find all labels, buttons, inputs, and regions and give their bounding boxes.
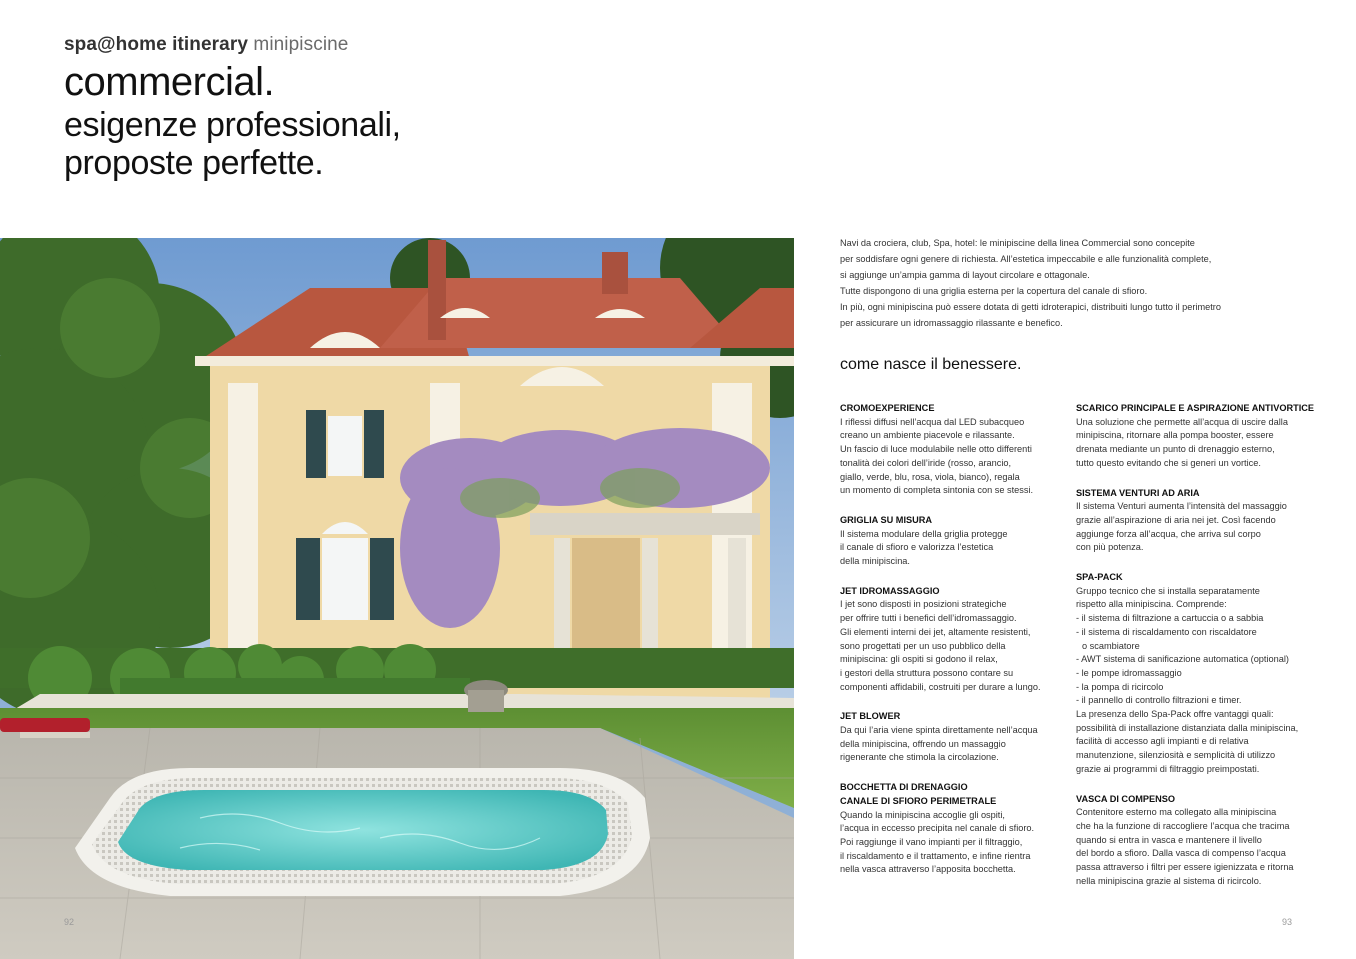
feature-scarico [1076, 402, 1315, 471]
feature-text: il canale di sfioro e valorizza l’estetica [840, 542, 994, 553]
feature-spa-pack [1076, 571, 1306, 777]
feature-text: o scambiatore [1082, 640, 1140, 651]
feature-text: manutenzione, silenziosità e semplicità di utilizzo [1076, 750, 1276, 761]
intro-line: Navi da crociera, club, Spa, hotel: le minipiscine della linea Commercial sono concepite [840, 238, 1195, 248]
feature-text: facilità di accesso agli impianti e di relativa [1076, 736, 1249, 747]
feature-text: Il sistema modulare della griglia protegge [840, 528, 1008, 539]
feature-text: minipiscina: gli ospiti si godono il relax, [840, 654, 998, 665]
feature-text: I riflessi diffusi nell’acqua dal LED subacqueo [840, 416, 1025, 427]
feature-jet-blower [840, 710, 1070, 765]
feature-text: Una soluzione che permette all’acqua di uscire dalla [1076, 416, 1288, 427]
intro-line: Tutte dispongono di una griglia esterna per la copertura del canale di sfioro. [840, 286, 1148, 297]
features-column-left [840, 402, 1070, 893]
feature-text: - AWT sistema di sanificazione automatica (optional) [1076, 654, 1289, 665]
subtitle-line-1: esigenze professionali, [64, 106, 401, 144]
feature-text: il riscaldamento e il trattamento, e infine rientra [840, 850, 1031, 861]
intro-line: per assicurare un idromassaggio rilassante e benefico. [840, 318, 1063, 329]
feature-title: SISTEMA VENTURI AD ARIA [1076, 487, 1200, 498]
feature-text: - il sistema di filtrazione a cartuccia o a sabbia [1076, 613, 1264, 624]
feature-text: rigenerante che stimola la circolazione. [840, 752, 999, 763]
feature-text: I jet sono disposti in posizioni strategiche [840, 599, 1007, 610]
feature-cromoexperience [840, 402, 1070, 498]
feature-jet-idromassaggio [840, 585, 1070, 695]
feature-text: Poi raggiunge il vano impianti per il filtraggio, [840, 836, 1023, 847]
feature-title: JET BLOWER [840, 711, 901, 722]
intro-line: per soddisfare ogni genere di richiesta. All’estetica impeccabile e alle funzionalità complete, [840, 254, 1212, 265]
feature-text: Gli elementi interni dei jet, altamente resistenti, [840, 626, 1031, 637]
feature-text: quando si entra in vasca e mantenere il livello [1076, 834, 1262, 845]
feature-text: La presenza dello Spa-Pack offre vantaggi quali: [1076, 709, 1274, 720]
feature-text: Il sistema Venturi aumenta l’intensità del massaggio [1076, 501, 1287, 512]
feature-title-secondary: CANALE DI SFIORO PERIMETRALE [840, 795, 997, 806]
feature-text: del bordo a sfioro. Dalla vasca di compenso l’acqua [1076, 848, 1286, 859]
feature-text: della minipiscina, offrendo un massaggio [840, 738, 1006, 749]
feature-text: - le pompe idromassaggio [1076, 667, 1182, 678]
feature-text: rispetto alla minipiscina. Comprende: [1076, 599, 1227, 610]
feature-text: drenata mediante un punto di drenaggio esterno, [1076, 444, 1275, 455]
feature-title: VASCA DI COMPENSO [1076, 793, 1176, 804]
feature-text: l’acqua in eccesso precipita nel canale di sfioro. [840, 823, 1035, 834]
kicker-brand: spa@home itinerary [64, 34, 248, 55]
feature-title: SCARICO PRINCIPALE E ASPIRAZIONE ANTIVORTICE [1076, 403, 1315, 413]
feature-text: possibilità di installazione distanziata dalla minipiscina, [1076, 722, 1299, 733]
feature-text: Un fascio di luce modulabile nelle otto differenti [840, 444, 1032, 455]
feature-title: BOCCHETTA DI DRENAGGIO [840, 782, 968, 793]
page-number-left: 92 [64, 917, 75, 927]
intro-line: In più, ogni minipiscina può essere dotata di getti idroterapici, distribuiti lungo tutto il perimetro [840, 302, 1221, 313]
kicker [64, 34, 348, 56]
feature-title: JET IDROMASSAGGIO [840, 585, 940, 596]
feature-text: sono progettati per un uso pubblico della [840, 640, 1006, 651]
intro-line: si aggiunge un’ampia gamma di layout circolare e ottagonale. [840, 270, 1090, 281]
feature-griglia [840, 514, 1070, 569]
feature-text: Da qui l’aria viene spinta direttamente nell’acqua [840, 725, 1038, 736]
villa-pool-photo [0, 238, 794, 959]
intro-paragraph [840, 235, 1310, 332]
feature-text: Contenitore esterno ma collegato alla minipiscina [1076, 807, 1277, 818]
feature-text: grazie all’aspirazione di aria nei jet. Così facendo [1076, 514, 1276, 525]
feature-bocchetta [840, 781, 1070, 877]
feature-vasca-compenso [1076, 793, 1306, 889]
feature-text: - il pannello di controllo filtrazioni e timer. [1076, 695, 1242, 706]
feature-text: minipiscina, ritornare alla pompa booster, essere [1076, 430, 1274, 441]
feature-text: componenti affidabili, costruiti per durare a lungo. [840, 681, 1041, 692]
feature-text: aggiunge forza all’acqua, che arriva sul corpo [1076, 528, 1261, 539]
features-column-right [1076, 402, 1315, 905]
section-heading: come nasce il benessere. [840, 356, 1022, 373]
feature-text: grazie ai programmi di filtraggio preimpostati. [1076, 763, 1260, 774]
page-title: commercial. [64, 60, 275, 104]
feature-text: tonalità dei colori dell’iride (rosso, arancio, [840, 457, 1012, 468]
feature-text: un momento di completa sintonia con se stessi. [840, 485, 1034, 496]
feature-text: creano un ambiente piacevole e rilassante. [840, 430, 1015, 441]
feature-text: tutto questo evitando che si generi un vortice. [1076, 457, 1261, 468]
feature-text: passa attraverso i filtri per essere igienizzata e ritorna [1076, 862, 1294, 873]
feature-text: per offrire tutti i benefici dell’idromassaggio. [840, 613, 1017, 624]
feature-text: nella vasca attraverso l’apposita bocchetta. [840, 864, 1016, 875]
feature-text: i gestori della struttura possono contare su [840, 667, 1014, 678]
feature-title: CROMOEXPERIENCE [840, 403, 935, 413]
feature-text: - il sistema di riscaldamento con riscaldatore [1076, 626, 1257, 637]
page-subtitle [64, 106, 401, 182]
feature-title: SPA-PACK [1076, 572, 1123, 583]
feature-text: giallo, verde, blu, rosa, viola, bianco), regala [840, 471, 1020, 482]
subtitle-line-2: proposte perfette. [64, 144, 324, 182]
feature-text: con più potenza. [1076, 542, 1144, 553]
feature-title: GRIGLIA SU MISURA [840, 514, 933, 525]
feature-venturi [1076, 487, 1306, 556]
page-number-right: 93 [1282, 917, 1293, 927]
feature-text: Gruppo tecnico che si installa separatamente [1076, 585, 1260, 596]
feature-text: Quando la minipiscina accoglie gli ospiti, [840, 809, 1005, 820]
kicker-category: minipiscine [253, 34, 349, 55]
feature-text: che ha la funzione di raccogliere l’acqua che tracima [1076, 820, 1290, 831]
feature-text: della minipiscina. [840, 556, 910, 567]
feature-text: nella minipiscina grazie al sistema di ricircolo. [1076, 875, 1262, 886]
feature-text: - la pompa di ricircolo [1076, 681, 1164, 692]
